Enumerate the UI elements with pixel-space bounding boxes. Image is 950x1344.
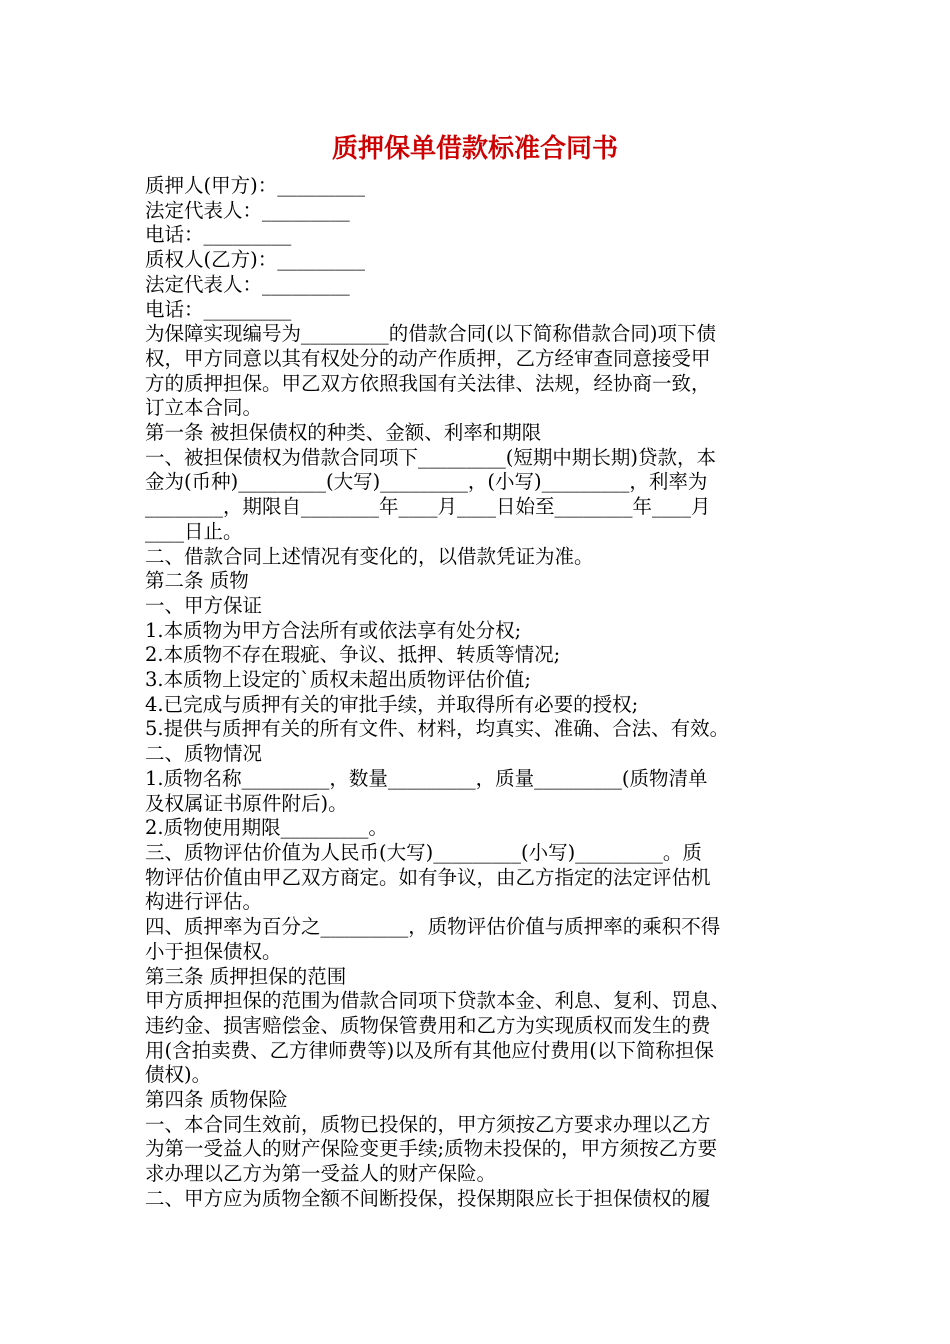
text-line: 1.质物名称_________，数量_________，质量_________(质物清单 [145, 766, 708, 790]
party-a-phone-line: 电话：_________ [145, 223, 292, 247]
text-line: 二、质物情况 [145, 742, 263, 766]
text-line: 甲方质押担保的范围为借款合同项下贷款本金、利息、复利、罚息、 [145, 989, 731, 1013]
text-line: 一、甲方保证 [145, 593, 263, 617]
text-line: 金为(币种)_________(大写)_________，(小写)_________，利率为 [145, 470, 708, 494]
article-heading: 第三条 质押担保的范围 [145, 964, 347, 988]
text-line: 2.质物使用期限_________。 [145, 816, 388, 840]
party-b-legal-rep-line: 法定代表人：_________ [145, 272, 350, 296]
text-line: 5.提供与质押有关的所有文件、材料，均真实、准确、合法、有效。 [145, 717, 730, 741]
party-a-legal-rep-line: 法定代表人：_________ [145, 198, 350, 222]
text-line: 三、质物评估价值为人民币(大写)_________(小写)_________。质 [145, 840, 702, 864]
text-line: ________，期限自________年____月____日始至________年____月 [145, 495, 711, 519]
text-line: 构进行评估。 [145, 890, 263, 914]
text-line: 1.本质物为甲方合法所有或依法享有处分权; [145, 618, 522, 642]
text-line: 四、质押率为百分之_________，质物评估价值与质押率的乘积不得 [145, 915, 721, 939]
article-heading: 第二条 质物 [145, 569, 249, 593]
text-line: 4.已完成与质押有关的审批手续，并取得所有必要的授权; [145, 692, 639, 716]
party-b-phone-line: 电话：_________ [145, 297, 292, 321]
text-line: 违约金、损害赔偿金、质物保管费用和乙方为实现质权而发生的费 [145, 1013, 711, 1037]
article-heading: 第四条 质物保险 [145, 1088, 288, 1112]
document-body [145, 174, 815, 1212]
text-line: 方的质押担保。甲乙双方依照我国有关法律、法规，经协商一致， [145, 371, 711, 395]
text-line: 用(含拍卖费、乙方律师费等)以及所有其他应付费用(以下简称担保 [145, 1038, 714, 1062]
text-line: 为保障实现编号为_________的借款合同(以下简称借款合同)项下债 [145, 322, 716, 346]
party-a-line: 质押人(甲方)：_________ [145, 174, 365, 197]
text-line: 物评估价值由甲乙双方商定。如有争议，由乙方指定的法定评估机 [145, 865, 711, 889]
text-line: 二、甲方应为质物全额不间断投保，投保期限应长于担保债权的履 [145, 1186, 711, 1210]
text-line: 一、被担保债权为借款合同项下_________(短期中期长期)贷款，本 [145, 445, 716, 469]
text-line: 权，甲方同意以其有权处分的动产作质押，乙方经审查同意接受甲 [145, 346, 711, 370]
text-line: 二、借款合同上述情况有变化的，以借款凭证为准。 [145, 544, 594, 568]
text-line: 及权属证书原件附后)。 [145, 791, 348, 815]
article-heading: 第一条 被担保债权的种类、金额、利率和期限 [145, 421, 542, 445]
text-line: 小于担保债权。 [145, 939, 282, 963]
text-line: ____日止。 [145, 519, 243, 543]
text-line: 债权)。 [145, 1063, 212, 1087]
text-line: 一、本合同生效前，质物已投保的，甲方须按乙方要求办理以乙方 [145, 1112, 711, 1136]
text-line: 2.本质物不存在瑕疵、争议、抵押、转质等情况; [145, 643, 561, 667]
text-line: 订立本合同。 [145, 396, 263, 420]
document-title: 质押保单借款标准合同书 [331, 134, 618, 164]
text-line: 为第一受益人的财产保险变更手续;质物未投保的，甲方须按乙方要 [145, 1137, 718, 1161]
text-line: 3.本质物上设定的`质权未超出质物评估价值; [145, 668, 531, 692]
party-b-line: 质权人(乙方)：_________ [145, 248, 365, 272]
text-line: 求办理以乙方为第一受益人的财产保险。 [145, 1162, 497, 1186]
